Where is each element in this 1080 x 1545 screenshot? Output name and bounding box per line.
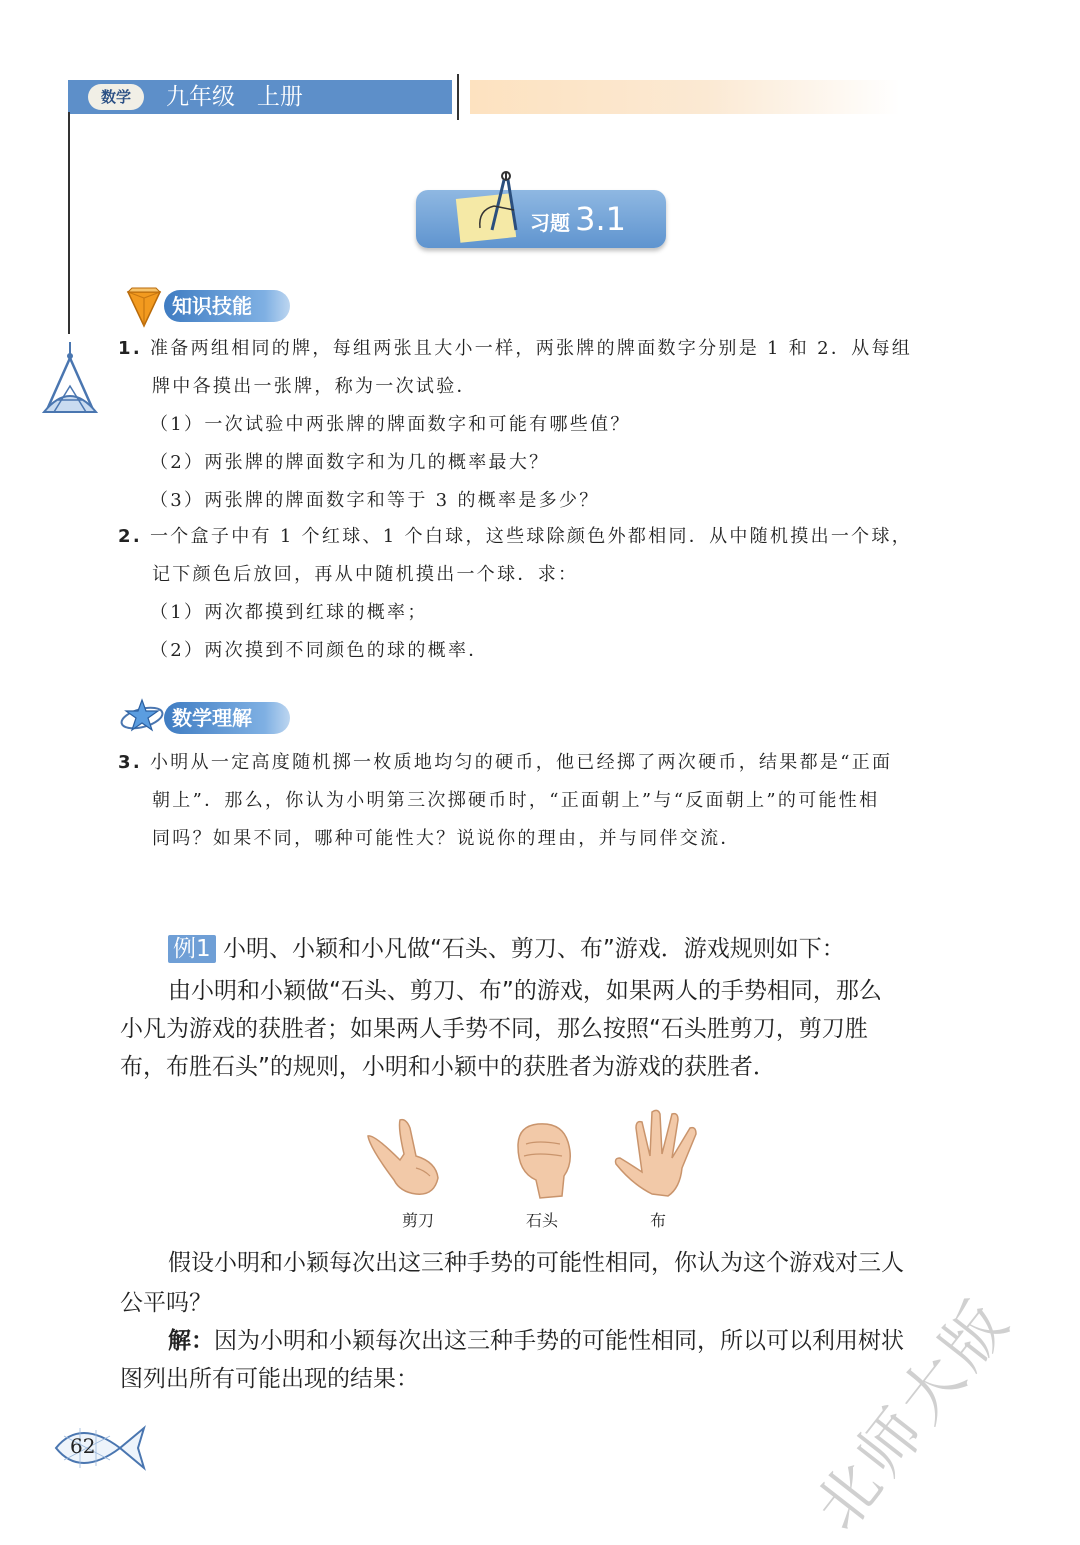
exercise-title-number: 3.1 bbox=[575, 200, 626, 238]
compass-icon bbox=[470, 166, 528, 240]
solution-text1: 因为小明和小颖每次出这三种手势的可能性相同，所以可以利用树状 bbox=[214, 1328, 904, 1354]
solution-line2: 图列出所有可能出现的结果： bbox=[120, 1366, 419, 1392]
fish-page-icon bbox=[50, 1414, 150, 1480]
q1-line1 bbox=[118, 330, 912, 368]
exercise-title bbox=[530, 196, 626, 248]
scissors-hand-icon bbox=[360, 1108, 450, 1198]
q3-line3: 同吗？如果不同，哪种可能性大？说说你的理由，并与同伴交流． bbox=[152, 828, 741, 849]
solution-line1 bbox=[168, 1322, 904, 1360]
example-question1: 假设小明和小颖每次出这三种手势的可能性相同，你认为这个游戏对三人 bbox=[168, 1250, 904, 1276]
example-rule3: 布，布胜石头”的规则，小明和小颖中的获胜者为游戏的获胜者． bbox=[120, 1054, 776, 1080]
caption-rock: 石头 bbox=[526, 1211, 559, 1230]
compass-tower-icon bbox=[40, 340, 100, 416]
example-question2: 公平吗？ bbox=[120, 1290, 212, 1316]
q1-sub2: （2）两张牌的牌面数字和为几的概率最大？ bbox=[150, 452, 550, 473]
q1-text1: 准备两组相同的牌，每组两张且大小一样，两张牌的牌面数字分别是 1 和 2．从每组 bbox=[150, 338, 913, 359]
page-number: 62 bbox=[70, 1434, 96, 1458]
q3-line1 bbox=[118, 744, 892, 782]
q3-number: 3. bbox=[118, 752, 142, 773]
caption-paper: 布 bbox=[650, 1211, 667, 1230]
header-divider bbox=[457, 74, 459, 120]
section-skills: 知识技能 bbox=[164, 290, 290, 322]
section-understanding: 数学理解 bbox=[164, 702, 290, 734]
exercise-title-word: 习题 bbox=[530, 211, 570, 235]
star-orbit-icon bbox=[118, 696, 166, 736]
example-rule1: 由小明和小颖做“石头、剪刀、布”的游戏，如果两人的手势相同，那么 bbox=[168, 978, 882, 1004]
example-intro-line bbox=[168, 930, 845, 968]
q2-sub2: （2）两次摸到不同颜色的球的概率． bbox=[150, 640, 489, 661]
example-rule2: 小凡为游戏的获胜者；如果两人手势不同，那么按照“石头胜剪刀，剪刀胜 bbox=[120, 1016, 868, 1042]
grade-label: 九年级 上册 bbox=[166, 84, 303, 110]
example-intro: 小明、小颖和小凡做“石头、剪刀、布”游戏．游戏规则如下： bbox=[222, 936, 845, 962]
subject-badge: 数学 bbox=[88, 84, 144, 110]
diamond-icon bbox=[126, 284, 162, 328]
caption-scissors: 剪刀 bbox=[402, 1211, 435, 1230]
rock-hand-icon bbox=[508, 1116, 578, 1200]
q1-sub3: （3）两张牌的牌面数字和等于 3 的概率是多少？ bbox=[150, 490, 600, 511]
q2-line1 bbox=[118, 518, 912, 556]
solution-label: 解： bbox=[168, 1328, 214, 1354]
paper-hand-icon bbox=[612, 1104, 712, 1200]
q2-text1: 一个盒子中有 1 个红球、1 个白球，这些球除颜色外都相同．从中随机摸出一个球， bbox=[150, 526, 913, 547]
q2-number: 2. bbox=[118, 526, 142, 547]
q3-text1: 小明从一定高度随机掷一枚质地均匀的硬币，他已经掷了两次硬币，结果都是“正面 bbox=[150, 752, 893, 773]
example-tag: 例1 bbox=[168, 935, 216, 963]
publisher-watermark: 北师大版 bbox=[800, 1283, 1026, 1543]
q1-line2: 牌中各摸出一张牌，称为一次试验． bbox=[152, 376, 477, 397]
q2-sub1: （1）两次都摸到红球的概率； bbox=[150, 602, 428, 623]
q1-number: 1. bbox=[118, 338, 142, 359]
q1-sub1: （1）一次试验中两张牌的牌面数字和可能有哪些值？ bbox=[150, 414, 631, 435]
q2-line2: 记下颜色后放回，再从中随机摸出一个球．求： bbox=[152, 564, 579, 585]
margin-line bbox=[68, 112, 70, 334]
q3-line2: 朝上”．那么，你认为小明第三次掷硬币时，“正面朝上”与“反面朝上”的可能性相 bbox=[152, 790, 880, 811]
header-gradient bbox=[470, 80, 900, 114]
